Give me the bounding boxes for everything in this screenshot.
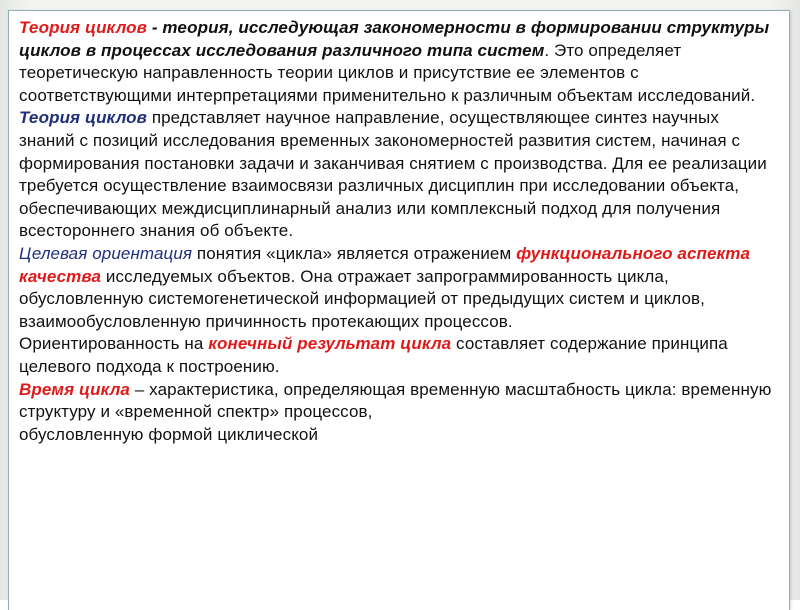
- paragraph-1-rest: . Это определяет теоретическую направленность теории циклов и присутствие ее элементов с соответствующими интерпретациями применительно к различным объектам исследований.: [19, 40, 756, 105]
- cut-off-line: обусловленную формой циклической: [19, 424, 319, 444]
- paragraph-4-rest: составляет содержание принципа целевого подхода к построению.: [19, 334, 728, 376]
- emph-functional-aspect: функционального аспекта качества: [19, 243, 751, 286]
- term-cycle-theory-2: Теория циклов: [19, 108, 147, 128]
- emph-final-result: конечный результат цикла: [208, 334, 452, 354]
- paragraph-3-mid: понятия «цикла» является отражением: [192, 243, 517, 263]
- term-cycle-time: Время цикла: [19, 379, 130, 399]
- paragraph-5-rest: – характеристика, определяющая временную масштабность цикла: временную структуру и «временной спектр» процессов,: [19, 379, 772, 422]
- cycle-theory-definition: - теория, исследующая закономерности в формировании структуры циклов в процессах исследования различного типа систем: [19, 18, 770, 60]
- paragraph-4-lead: Ориентированность на: [19, 334, 209, 354]
- term-target-orientation: Целевая ориентация: [19, 243, 193, 263]
- paragraph-2-rest: представляет научное направление, осуществляющее синтез научных знаний с позиций исследования временных закономерностей развития систем, начиная с формирования постановки задачи и заканчивая снятием с производства. Для ее реализации требуется осуществление взаимосвязи различных дисциплин при исследовании объекта, обеспечивающих междисциплинарный анализ или комплексный подход для получения всестороннего знания об объекте.: [19, 108, 767, 241]
- slide-body-text: [19, 17, 779, 444]
- term-cycle-theory: Теория циклов: [19, 18, 147, 37]
- paragraph-3-rest: исследуемых объектов. Она отражает запрограммированность цикла, обусловленную системогенетической информацией от предыдущих систем и циклов, взаимообусловленную причинность протекающих процессов.: [19, 266, 705, 331]
- slide-text-box: [8, 10, 790, 610]
